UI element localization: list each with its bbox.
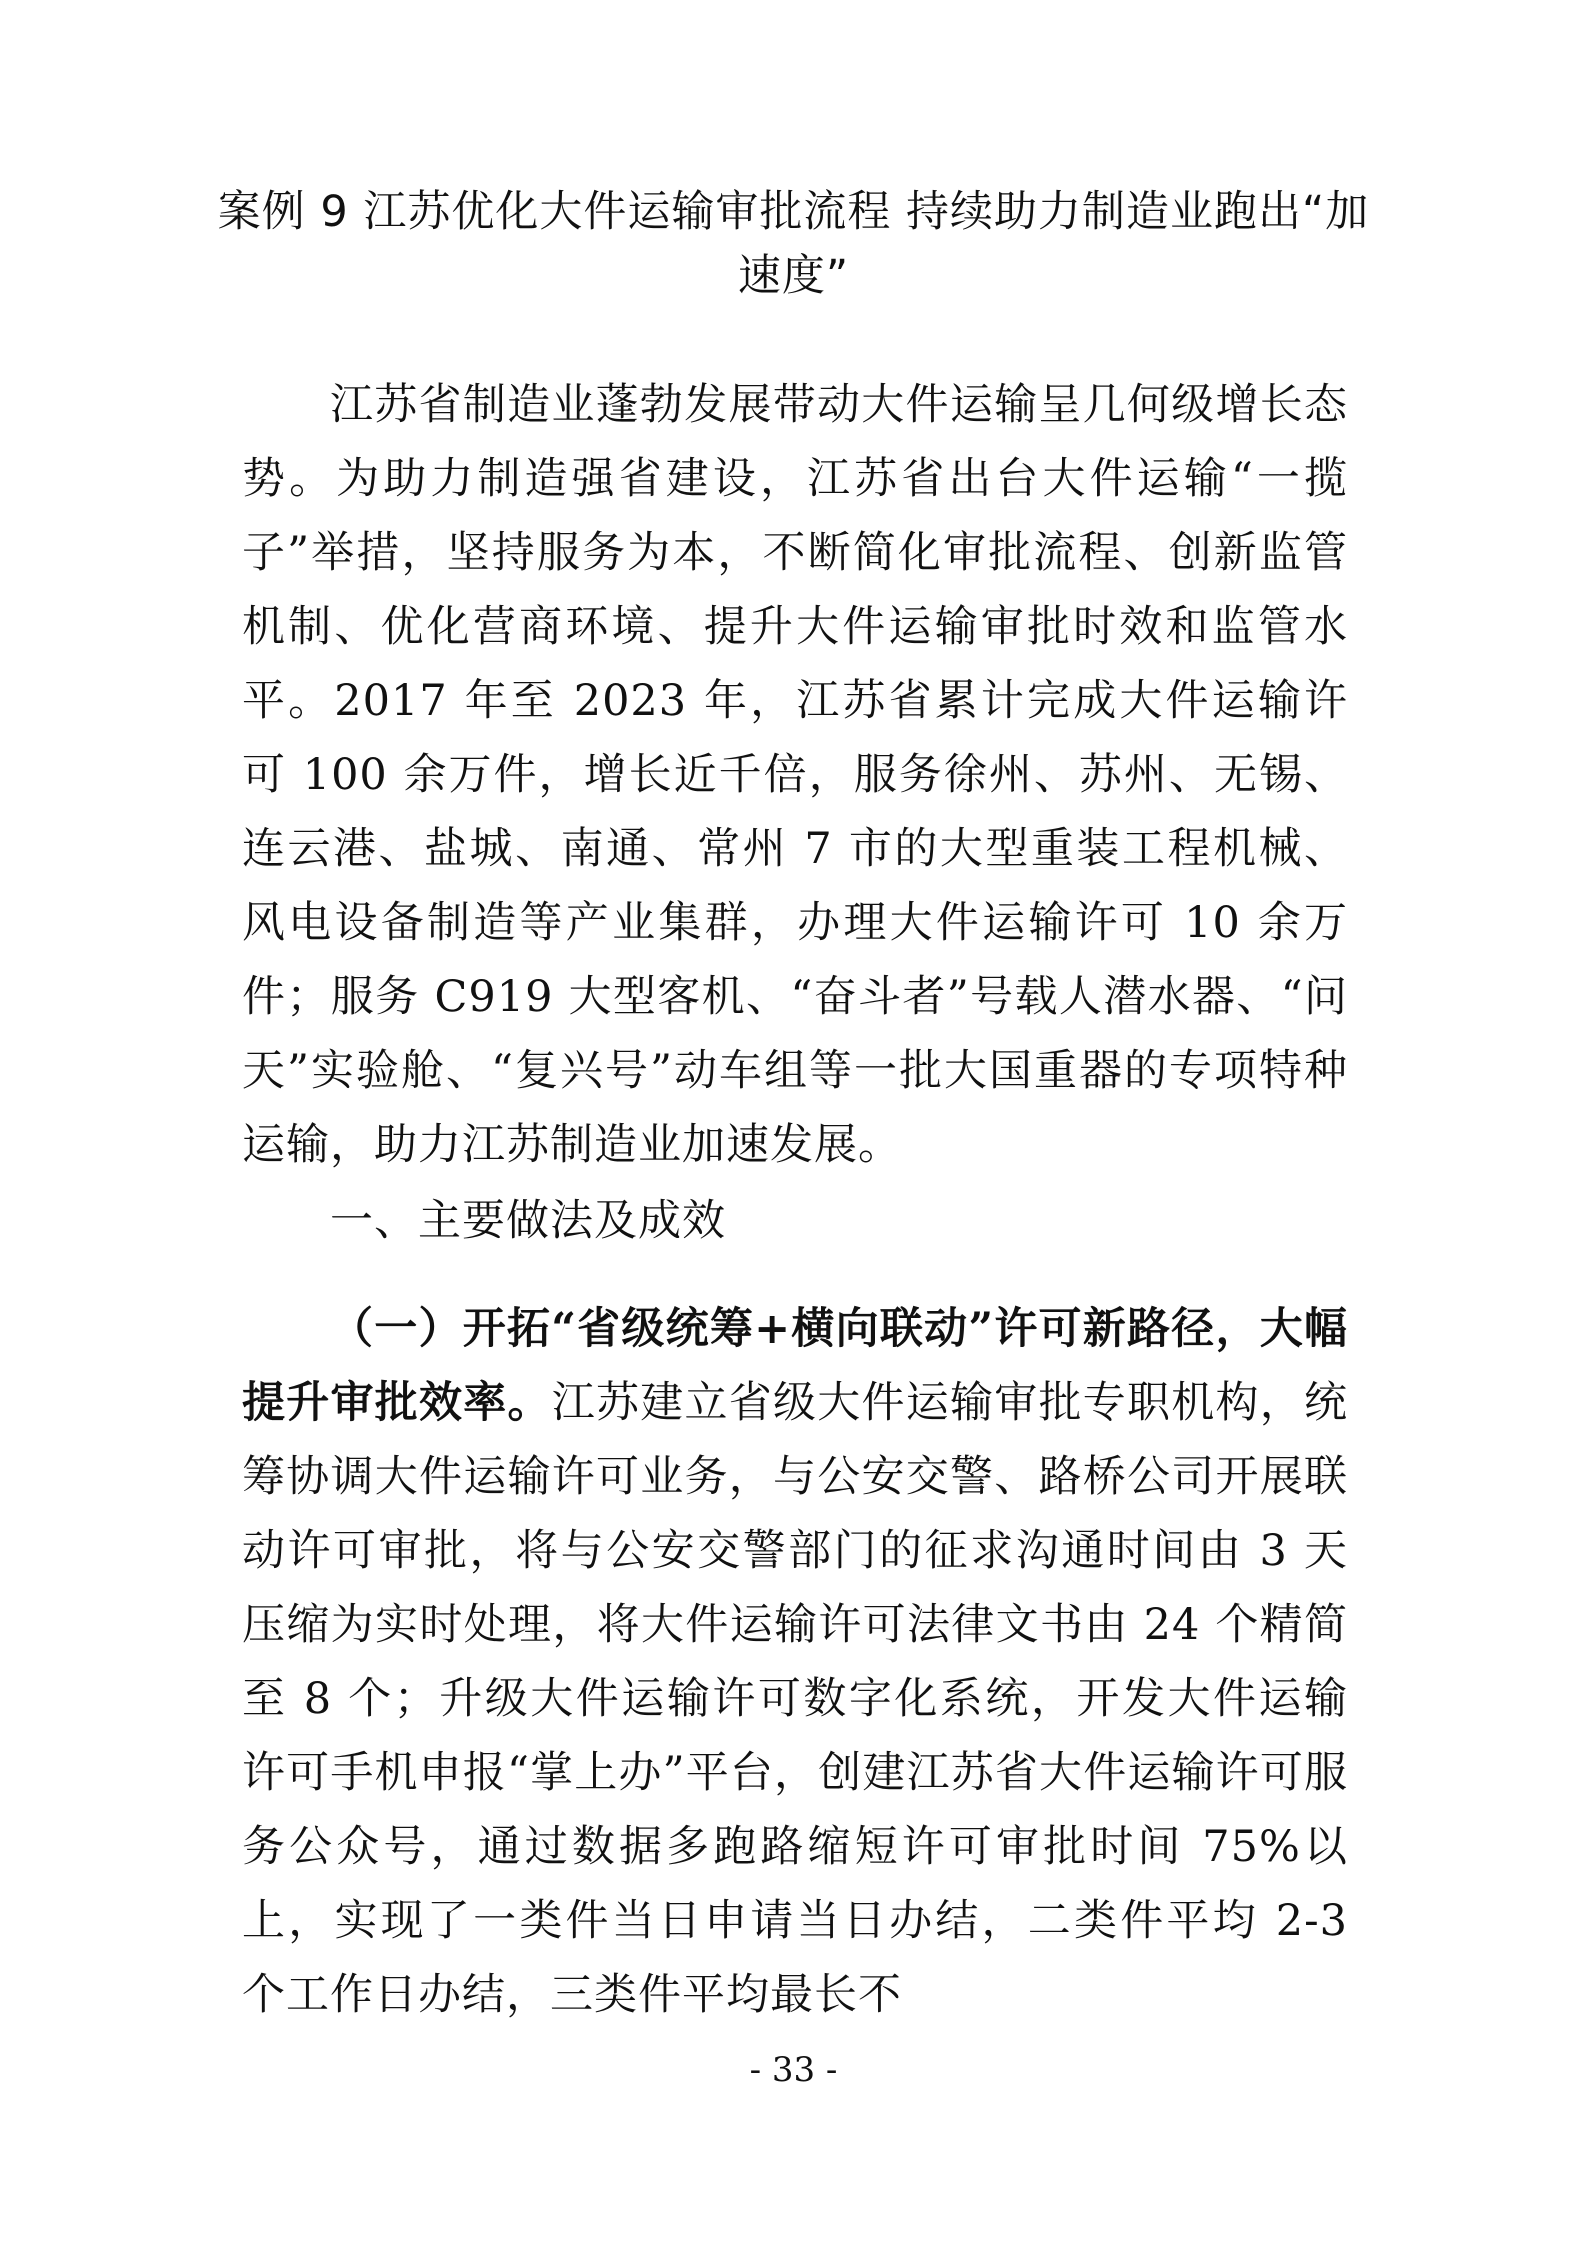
intro-paragraph: 江苏省制造业蓬勃发展带动大件运输呈几何级增长态势。为助力制造强省建设，江苏省出台大件运输“一揽子”举措，坚持服务为本，不断简化审批流程、创新监管机制、优化营商环境、提升大件运输审批时效和监管水平。2017 年至 2023 年，江苏省累计完成大件运输许可 100 余万件，增长近千倍，服务徐州、苏州、无锡、连云港、盐城、南通、常州 7 市的大型重装工程机械、风电设备制造等产业集群，办理大件运输许可 10 余万件；服务 C919 大型客机、“奋斗者”号载人潜水器、“问天”实验舱、“复兴号”动车组等一批大国重器的专项特种运输，助力江苏制造业加速发展。 [242,380,1348,1170]
section-heading-main-practices: 一、主要做法及成效 [330,1196,726,1246]
subsection-lead-heading: （一）开拓“省级统筹+横向联动”许可新路径，大幅提升审批效率。 [242,1304,1348,1428]
subsection-paragraph-1 [242,1292,1348,2032]
page-number: - 33 - [749,2050,838,2090]
document-title: 案例 9 江苏优化大件运输审批流程 持续助力制造业跑出“加速度” [217,187,1370,301]
subsection-body-text: 江苏建立省级大件运输审批专职机构，统筹协调大件运输许可业务，与公安交警、路桥公司开展联动许可审批，将与公安交警部门的征求沟通时间由 3 天压缩为实时处理，将大件运输许可法律文书由 24 个精简至 8 个；升级大件运输许可数字化系统，开发大件运输许可手机申报“掌上办”平台，创建江苏省大件运输许可服务公众号，通过数据多跑路缩短许可审批时间 75%以上，实现了一类件当日申请当日办结，二类件平均 2-3 个工作日办结，三类件平均最长不 [242,1378,1348,2020]
